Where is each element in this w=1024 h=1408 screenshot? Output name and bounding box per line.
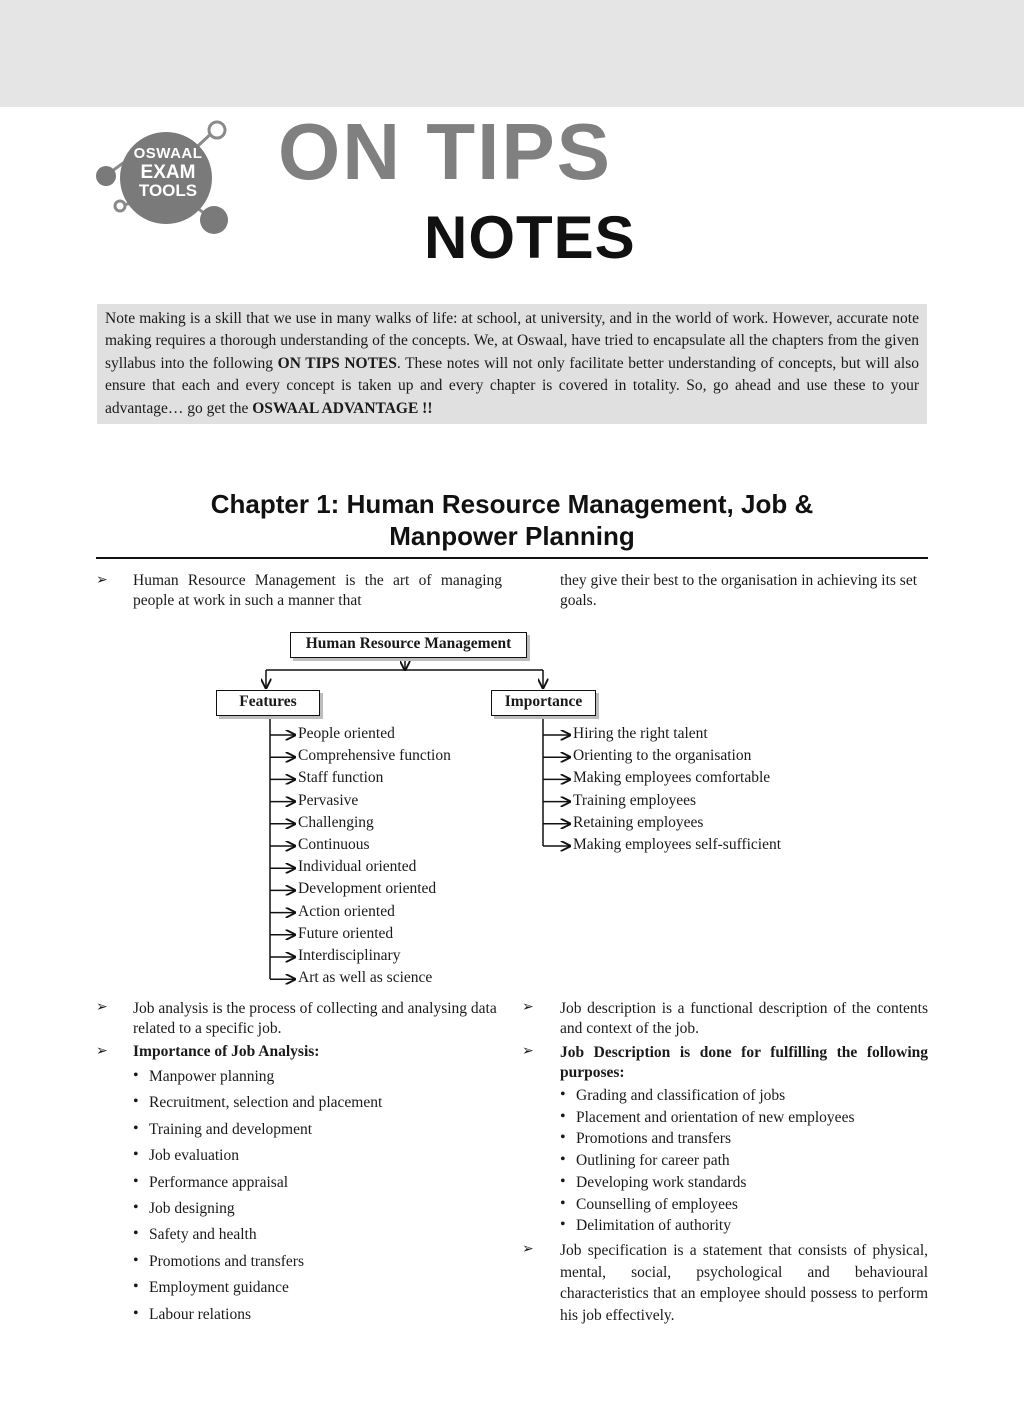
intro-bold-2: OSWAAL ADVANTAGE !! [252, 399, 433, 417]
list-item: Grading and classification of jobs [576, 1087, 786, 1104]
logo-line-2: EXAM [140, 162, 196, 183]
bullet-dot-icon: • [133, 1172, 139, 1190]
features-item: Art as well as science [298, 969, 433, 987]
bullet-dot-icon: • [133, 1146, 139, 1164]
importance-item: Orienting to the organisation [573, 747, 752, 765]
title-on-tips: ON TIPS [278, 107, 613, 196]
list-item: Training and development [149, 1120, 313, 1138]
bullet-dot-icon: • [133, 1225, 139, 1243]
arrow-bullet-icon: ➢ [96, 1044, 108, 1059]
features-item: Continuous [298, 836, 370, 853]
logo-line-1: OSWAAL [133, 145, 203, 162]
bullet-dot-icon: • [133, 1093, 139, 1111]
list-item: Recruitment, selection and placement [149, 1094, 383, 1112]
intro-text-1: Note making is a skill that we use in many walks of life: at school, at university, and in the world of work. However, accurate note making requires a thorough understanding of the concepts. We, at Oswaal, have tried to encapsulate all the chapters from the given syllabus into the following [105, 310, 919, 372]
features-item: Action oriented [298, 902, 395, 920]
job-analysis-importance-heading: Importance of Job Analysis: [133, 1043, 320, 1060]
hrm-definition-left: Human Resource Management is the art of managing people at work in such a manner that [133, 572, 502, 609]
list-item: Safety and health [149, 1226, 257, 1244]
list-item: Job designing [149, 1200, 235, 1217]
importance-item: Making employees self-sufficient [573, 836, 782, 853]
bullet-dot-icon: • [133, 1278, 139, 1296]
list-item: Job evaluation [149, 1147, 239, 1165]
title-notes: NOTES [424, 204, 636, 271]
job-description-purposes-heading: Job Description is done for fulfilling the following purposes: [560, 1044, 928, 1081]
arrow-bullet-icon: ➢ [96, 1000, 108, 1015]
diagram-importance-box: Importance [491, 690, 596, 716]
features-item: People oriented [298, 725, 395, 742]
job-description-definition: Job description is a functional description of the contents and context of the job. [560, 1000, 928, 1037]
features-item: Challenging [298, 813, 374, 831]
diagram-root-hrm: Human Resource Management [290, 632, 527, 658]
arrow-bullet-icon: ➢ [96, 573, 108, 588]
logo-line-3: TOOLS [138, 181, 198, 200]
features-item: Future oriented [298, 924, 394, 942]
intro-bold-1: ON TIPS NOTES [277, 354, 397, 372]
bullet-dot-icon: • [133, 1251, 139, 1269]
list-item: Employment guidance [149, 1279, 289, 1297]
importance-item: Retaining employees [573, 813, 704, 831]
features-item: Interdisciplinary [298, 947, 401, 964]
list-item: Delimitation of authority [576, 1217, 731, 1235]
importance-item: Training employees [573, 791, 696, 809]
features-item: Pervasive [298, 791, 359, 809]
chapter-title-line-2: Manpower Planning [389, 521, 635, 551]
chapter-title-line-1: Chapter 1: Human Resource Management, Job & [210, 489, 814, 519]
hrm-definition-right: they give their best to the organisation in achieving its set goals. [560, 572, 917, 609]
list-item: Promotions and transfers [149, 1252, 304, 1270]
list-item: Placement and orientation of new employees [576, 1108, 855, 1126]
list-item: Counselling of employees [576, 1195, 738, 1213]
list-item: Performance appraisal [149, 1173, 289, 1191]
job-analysis-definition: Job analysis is the process of collecting and analysing data related to a specific job. [133, 1000, 497, 1037]
arrow-bullet-icon: ➢ [522, 1000, 534, 1015]
diagram-features-box: Features [216, 690, 320, 716]
list-item: Labour relations [149, 1305, 252, 1323]
bullet-dot-icon: • [133, 1304, 139, 1322]
bullet-dot-icon: • [560, 1216, 566, 1234]
list-item: Manpower planning [149, 1068, 275, 1085]
bullet-dot-icon: • [133, 1199, 139, 1216]
intro-text-2: . These notes will not only facilitate better understanding of concepts, but will also ensure that each and every concept is taken up and every chapter is covered in totality. So, go ahead and use these to your advantage… go get the [105, 354, 919, 417]
importance-item: Hiring the right talent [573, 725, 708, 742]
features-item: Comprehensive function [298, 747, 451, 765]
bullet-dot-icon: • [560, 1129, 566, 1147]
bullet-dot-icon: • [560, 1194, 566, 1212]
arrow-bullet-icon: ➢ [522, 1242, 534, 1257]
bullet-dot-icon: • [560, 1172, 566, 1190]
bullet-dot-icon: • [560, 1107, 566, 1125]
features-item: Individual oriented [298, 858, 417, 876]
list-item: Developing work standards [576, 1173, 747, 1191]
job-specification-definition: Job specification is a statement that consists of physical, mental, social, psychological and behavioural characteristics that an employee should possess to perform his job effectively. [560, 1242, 928, 1324]
bullet-dot-icon: • [133, 1119, 139, 1137]
bullet-dot-icon: • [560, 1086, 566, 1103]
list-item: Outlining for career path [576, 1152, 730, 1170]
features-item: Staff function [298, 769, 384, 787]
features-item: Development oriented [298, 880, 437, 898]
arrow-bullet-icon: ➢ [522, 1044, 534, 1059]
importance-item: Making employees comfortable [573, 769, 771, 787]
list-item: Promotions and transfers [576, 1130, 731, 1148]
bullet-dot-icon: • [133, 1067, 139, 1084]
bullet-dot-icon: • [560, 1151, 566, 1169]
